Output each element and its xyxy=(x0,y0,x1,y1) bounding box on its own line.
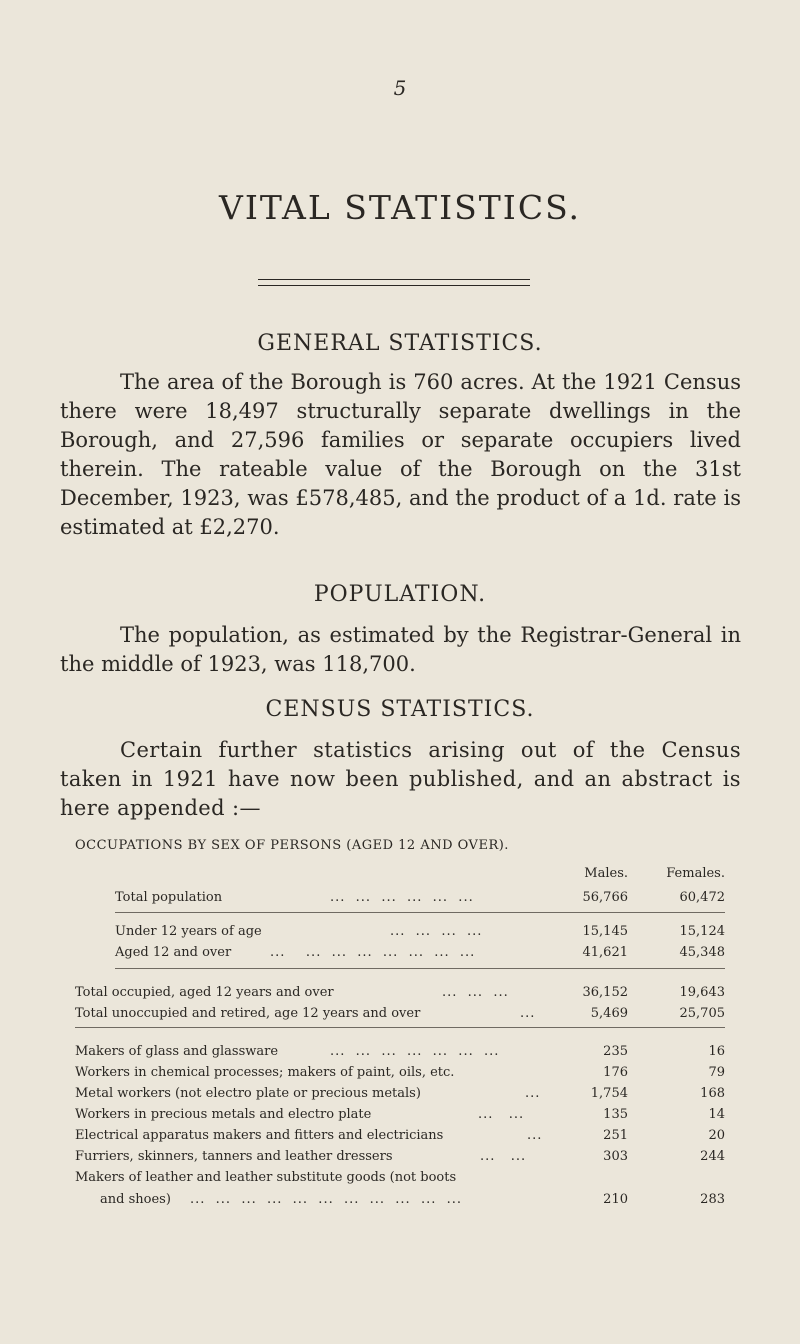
males-value: 36,152 xyxy=(582,985,628,1000)
table-row-occupation xyxy=(0,1084,800,1104)
males-value: 303 xyxy=(603,1149,628,1164)
row-label: Workers in precious metals and electro plate xyxy=(75,1107,372,1122)
population-paragraph: The population, as estimated by the Registrar-General in the middle of 1923, was 118,700. xyxy=(60,623,741,676)
table-row-occupation-leather xyxy=(0,1168,800,1188)
females-value: 14 xyxy=(708,1107,725,1122)
males-value: 135 xyxy=(603,1107,628,1122)
row-label: Total population xyxy=(115,890,223,905)
females-value: 19,643 xyxy=(679,985,725,1000)
row-label: Makers of glass and glassware xyxy=(75,1044,279,1059)
leader-dots: ... ... ... ... xyxy=(390,924,483,939)
population-heading: POPULATION. xyxy=(313,582,487,607)
leader-dots: ... ... ... ... ... ... ... ... xyxy=(270,945,476,960)
table-row-aged-12-and-over xyxy=(0,943,800,963)
leader-dots: ... ... ... ... ... ... ... xyxy=(330,1044,500,1059)
census-statistics-heading: CENSUS STATISTICS. xyxy=(265,697,535,722)
row-label: Furriers, skinners, tanners and leather dressers xyxy=(75,1149,393,1164)
males-value: 15,145 xyxy=(582,924,628,939)
leader-dots: ... ... ... ... ... ... xyxy=(330,890,474,905)
table-row-total-population xyxy=(0,888,800,908)
males-value: 41,621 xyxy=(582,945,628,960)
males-value: 1,754 xyxy=(590,1086,628,1101)
females-value: 60,472 xyxy=(679,890,725,905)
page-title: VITAL STATISTICS. xyxy=(218,188,582,227)
general-statistics-paragraph: The area of the Borough is 760 acres. At the 1921 Census there were 18,497 structurally separate dwellings in the Borough, and 27,596 families or separate occupiers lived therein. The rateable value of the Borough on the 31st December, 1923, was £578,485, and the product of a 1d. rate is estimated at £2,270. xyxy=(60,370,741,539)
males-value: 5,469 xyxy=(590,1006,628,1021)
row-label: Metal workers (not electro plate or precious metals) xyxy=(75,1086,421,1101)
males-value: 210 xyxy=(603,1192,628,1207)
table-rule xyxy=(75,1027,725,1028)
row-label: Total occupied, aged 12 years and over xyxy=(75,985,334,1000)
males-value: 176 xyxy=(603,1065,628,1080)
row-label: Under 12 years of age xyxy=(115,924,262,939)
females-value: 283 xyxy=(700,1192,725,1207)
table-header-row xyxy=(0,864,800,884)
males-value: 56,766 xyxy=(582,890,628,905)
males-value: 235 xyxy=(603,1044,628,1059)
leader-dots: ... ... xyxy=(480,1149,527,1164)
row-label: Aged 12 and over xyxy=(115,945,232,960)
table-row-occupation-leather-cont xyxy=(0,1190,800,1210)
leader-dots: ... ... ... ... ... ... ... ... ... ... ... xyxy=(190,1192,463,1207)
table-rule xyxy=(115,912,725,913)
males-value: 251 xyxy=(603,1128,628,1143)
row-label-line1: Makers of leather and leather substitute goods (not boots xyxy=(75,1170,457,1185)
females-value: 79 xyxy=(708,1065,725,1080)
row-label: Total unoccupied and retired, age 12 years and over xyxy=(75,1006,421,1021)
females-value: 15,124 xyxy=(679,924,725,939)
table-row-occupation xyxy=(0,1042,800,1062)
leader-dots: ... xyxy=(520,1006,536,1021)
row-label: Electrical apparatus makers and fitters and electricians xyxy=(75,1128,444,1143)
column-header-males: Males. xyxy=(584,866,628,881)
leader-dots: ... xyxy=(525,1086,541,1101)
row-label: Workers in chemical processes; makers of paint, oils, etc. xyxy=(75,1065,455,1080)
females-value: 244 xyxy=(700,1149,725,1164)
column-header-females: Females. xyxy=(666,866,725,881)
table-rule xyxy=(115,968,725,969)
census-statistics-paragraph: Certain further statistics arising out of the Census taken in 1921 have now been published, and an abstract is here appended :— xyxy=(60,738,741,820)
row-label-line2: and shoes) xyxy=(100,1192,171,1207)
table-row-under-12 xyxy=(0,922,800,942)
females-value: 25,705 xyxy=(679,1006,725,1021)
occupations-table-caption: OCCUPATIONS BY SEX OF PERSONS (AGED 12 AND OVER). xyxy=(75,838,509,853)
title-double-rule xyxy=(258,279,530,286)
table-row-occupation xyxy=(0,1063,800,1083)
table-row-occupation xyxy=(0,1147,800,1167)
page-number: 5 xyxy=(393,76,407,100)
table-row-occupation xyxy=(0,1105,800,1125)
table-row-total-occupied xyxy=(0,983,800,1003)
females-value: 20 xyxy=(708,1128,725,1143)
females-value: 16 xyxy=(708,1044,725,1059)
table-row-total-unoccupied xyxy=(0,1004,800,1024)
females-value: 168 xyxy=(700,1086,725,1101)
females-value: 45,348 xyxy=(679,945,725,960)
general-statistics-heading: GENERAL STATISTICS. xyxy=(257,331,543,356)
table-row-occupation xyxy=(0,1126,800,1146)
leader-dots: ... ... xyxy=(478,1107,525,1122)
leader-dots: ... xyxy=(527,1128,543,1143)
leader-dots: ... ... ... xyxy=(442,985,509,1000)
